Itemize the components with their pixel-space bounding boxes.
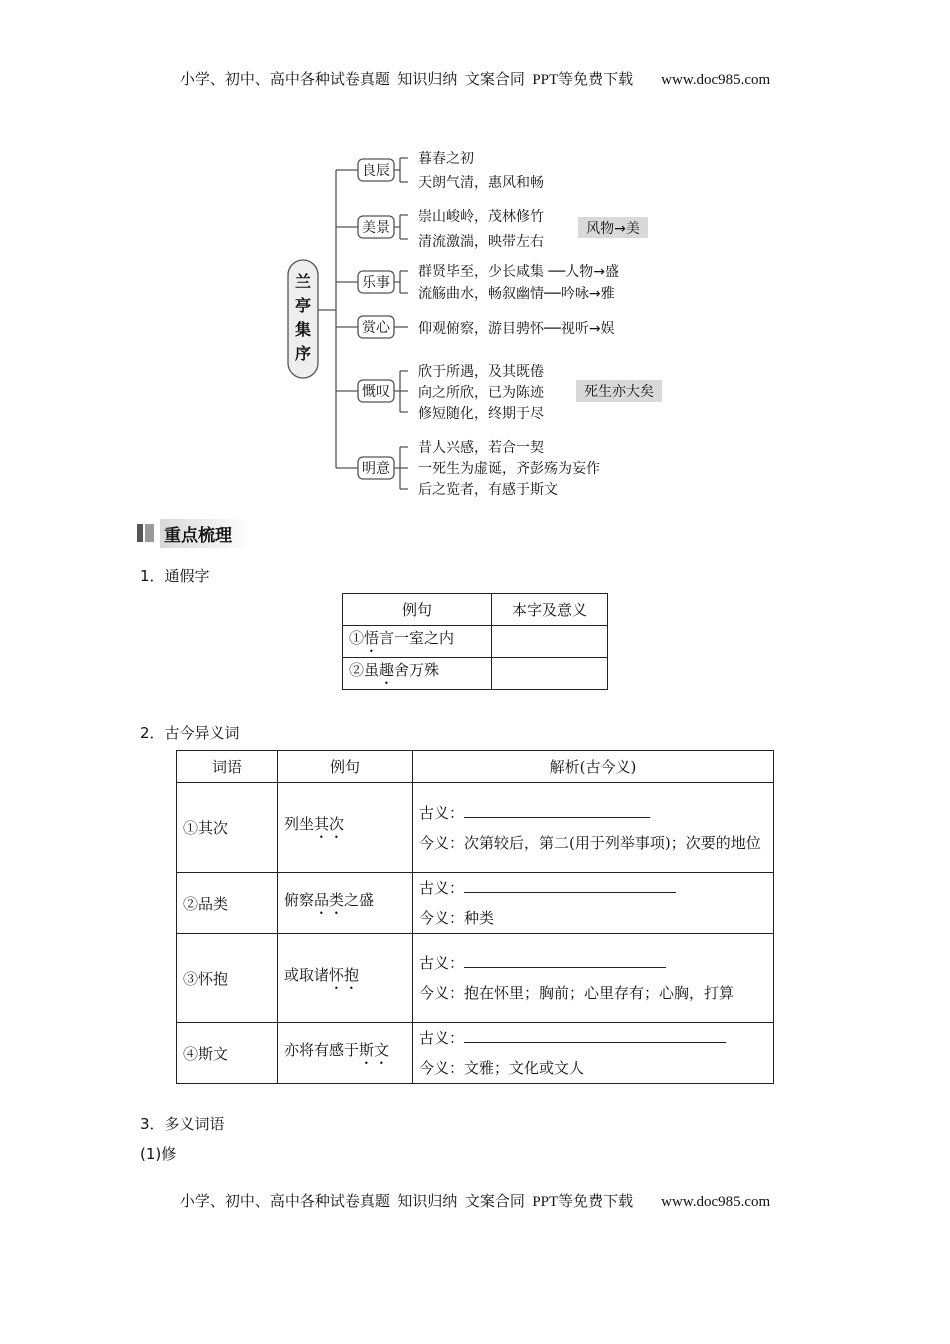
branch-line: 向之所欣，已为陈迹 — [418, 385, 544, 401]
page-header — [0, 68, 950, 89]
text: 亦将有感于 — [284, 1040, 360, 1059]
text: 舍万殊 — [394, 661, 440, 679]
dotted-text: 其次 — [314, 815, 345, 833]
q2-word: ①其次 — [177, 783, 278, 873]
jin-label: 今义： — [419, 909, 465, 927]
branch-line: 清流激湍，映带左右 — [418, 234, 544, 250]
q2-analysis — [413, 873, 774, 934]
branch-label: 乐事 — [362, 275, 390, 291]
root-char: 集 — [294, 320, 312, 339]
jin-text: 次第较后，第二(用于列举事项)；次要的地位 — [464, 833, 761, 852]
text: 列坐 — [284, 815, 315, 833]
answer-cell[interactable] — [492, 626, 608, 658]
q1-sentence — [343, 658, 492, 690]
q2-header: 词语 — [177, 751, 278, 783]
branch-label: 良辰 — [362, 163, 390, 179]
q2-word: ②品类 — [177, 873, 278, 934]
branch-line: 流觞曲水，畅叙幽情──吟咏→雅 — [418, 286, 615, 302]
q2-title: 2．古今异义词 — [140, 724, 240, 742]
branch-line: 仰观俯察，游目骋怀──视听→娱 — [418, 321, 615, 337]
jin-label: 今义： — [419, 984, 465, 1002]
header-site: www.doc985.com — [661, 72, 771, 88]
q2-analysis — [413, 934, 774, 1023]
branch-line: 暮春之初 — [418, 151, 474, 167]
gu-label: 古义： — [419, 1029, 465, 1047]
answer-blank[interactable] — [464, 1028, 726, 1043]
answer-blank[interactable] — [464, 878, 676, 893]
dotted-char: 趣 — [379, 661, 395, 679]
q2-header: 解析(古今义) — [413, 751, 774, 783]
branch-line: 后之览者，有感于斯文 — [418, 482, 558, 498]
header-text: 小学、初中、高中各种试卷真题 知识归纳 文案合同 PPT等免费下载 — [179, 72, 634, 88]
dotted-text: 品类 — [314, 890, 345, 909]
text: 之盛 — [344, 890, 375, 909]
page-footer — [0, 1190, 950, 1211]
root-char: 兰 — [294, 272, 312, 291]
tag-text: 风物→美 — [586, 221, 640, 237]
branch-line: 昔人兴感，若合一契 — [418, 440, 544, 456]
branch-line: 修短随化，终期于尽 — [418, 406, 544, 422]
heading-bar — [137, 524, 143, 542]
jin-label: 今义： — [419, 1059, 465, 1077]
branch-line: 一死生为虚诞，齐彭殇为妄作 — [418, 461, 600, 477]
jin-text: 文雅；文化或文人 — [464, 1059, 585, 1077]
footer-text: 小学、初中、高中各种试卷真题 知识归纳 文案合同 PPT等免费下载 — [179, 1194, 634, 1210]
mind-map — [0, 140, 950, 510]
footer-site: www.doc985.com — [661, 1194, 771, 1210]
answer-cell[interactable] — [492, 658, 608, 690]
q2-analysis — [413, 783, 774, 873]
dotted-text: 怀抱 — [329, 965, 360, 984]
text: 虽 — [364, 661, 380, 679]
jin-text: 抱在怀里；胸前；心里存有；心胸，打算 — [464, 984, 735, 1002]
jin-text: 种类 — [464, 909, 495, 927]
q2-sentence — [278, 1023, 413, 1084]
q2-header: 例句 — [278, 751, 413, 783]
q2-word: ③怀抱 — [177, 934, 278, 1023]
tag-text: 死生亦大矣 — [584, 384, 654, 400]
q1-title: 1．通假字 — [140, 567, 210, 585]
q2-sentence — [278, 783, 413, 873]
q2-word: ④斯文 — [177, 1023, 278, 1084]
branch-line: 群贤毕至，少长咸集 ──人物→盛 — [418, 264, 620, 280]
q1-header: 本字及意义 — [492, 594, 608, 626]
q2-analysis — [413, 1023, 774, 1084]
q3-title: 3．多义词语 — [140, 1115, 225, 1133]
gu-label: 古义： — [419, 954, 465, 972]
branch-label: 明意 — [362, 461, 390, 477]
q2-table — [176, 750, 774, 1084]
dotted-char: 悟 — [364, 629, 380, 647]
answer-blank[interactable] — [464, 803, 650, 818]
section-heading — [137, 520, 250, 546]
q1-table — [342, 593, 608, 690]
text: 俯察 — [284, 890, 315, 909]
text: 言一室之内 — [379, 629, 455, 647]
heading-bar — [145, 524, 154, 542]
q3-sub: (1)修 — [140, 1145, 177, 1163]
dotted-text: 斯文 — [359, 1040, 390, 1059]
q1-sentence — [343, 626, 492, 658]
root-char: 亭 — [294, 296, 312, 315]
branch-label: 赏心 — [362, 320, 390, 336]
branch-line: 欣于所遇，及其既倦 — [418, 364, 544, 380]
jin-label: 今义： — [419, 833, 465, 852]
q1-header: 例句 — [343, 594, 492, 626]
branch-label: 慨叹 — [362, 384, 390, 400]
branch-line: 天朗气清，惠风和畅 — [418, 175, 544, 191]
gu-label: 古义： — [419, 879, 465, 897]
q2-sentence — [278, 934, 413, 1023]
num: ② — [349, 661, 365, 679]
branch-label: 美景 — [362, 220, 390, 236]
root-char: 序 — [294, 344, 312, 363]
branch-line: 崇山峻岭，茂林修竹 — [418, 209, 544, 225]
q2-sentence — [278, 873, 413, 934]
num: ① — [349, 629, 365, 647]
section-title: 重点梳理 — [160, 519, 250, 548]
gu-label: 古义： — [419, 803, 465, 822]
text: 或取诸 — [284, 965, 330, 984]
answer-blank[interactable] — [464, 953, 666, 968]
